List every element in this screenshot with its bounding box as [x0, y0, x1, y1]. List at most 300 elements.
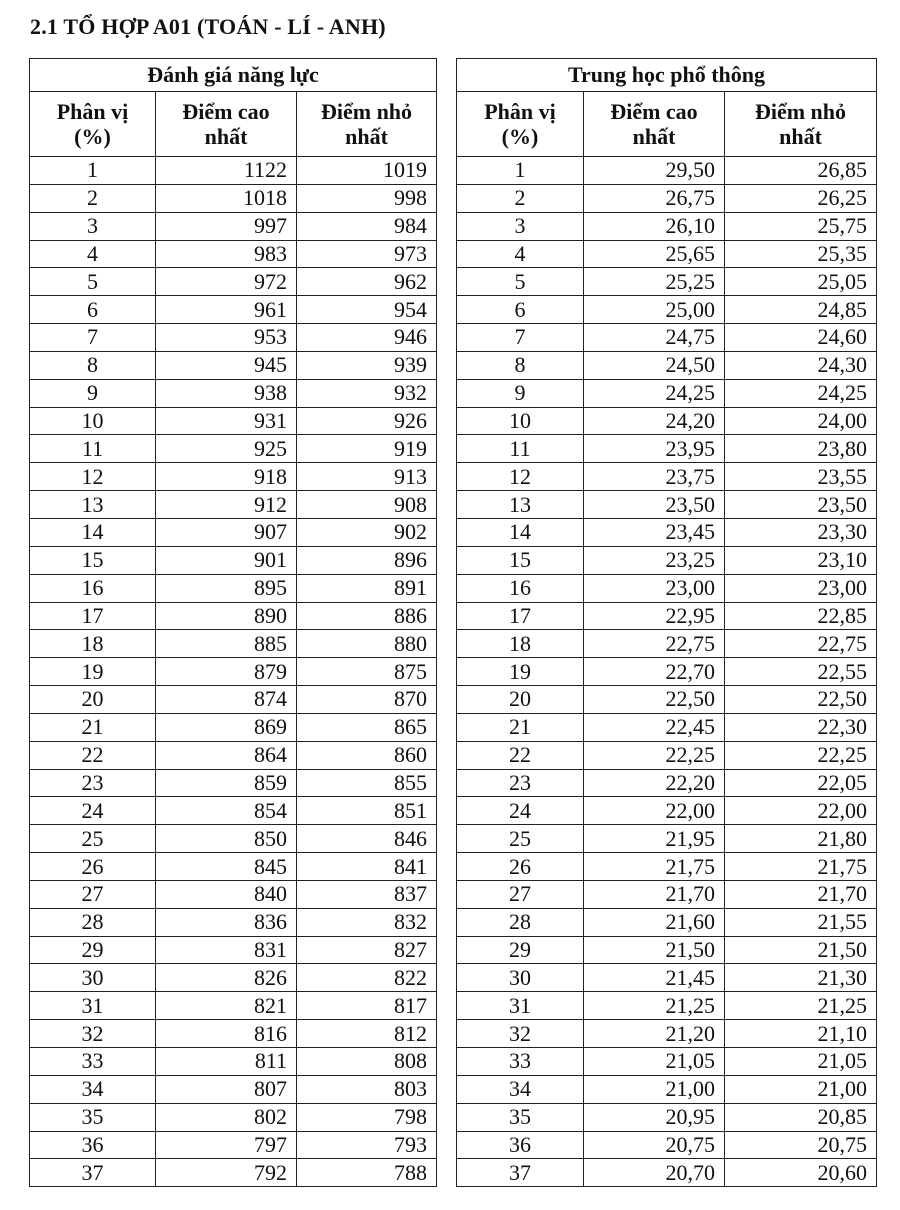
percentile-cell: 11: [30, 435, 156, 463]
min-score-cell: 973: [297, 240, 437, 268]
min-score-cell: 896: [297, 546, 437, 574]
max-score-cell: 931: [156, 407, 297, 435]
max-score-cell: 23,25: [584, 546, 725, 574]
min-score-cell: 946: [297, 324, 437, 352]
min-score-cell: 880: [297, 630, 437, 658]
table-row: [30, 435, 437, 463]
min-score-cell: 870: [297, 686, 437, 714]
max-score-cell: 807: [156, 1075, 297, 1103]
percentile-cell: 3: [30, 212, 156, 240]
percentile-cell: 21: [457, 713, 584, 741]
max-score-cell: 885: [156, 630, 297, 658]
percentile-cell: 7: [457, 324, 584, 352]
max-score-cell: 21,45: [584, 964, 725, 992]
table-row: [30, 1131, 437, 1159]
table-row: [30, 1075, 437, 1103]
min-score-cell: 20,75: [725, 1131, 877, 1159]
max-score-cell: 945: [156, 351, 297, 379]
table-row: [457, 992, 877, 1020]
table-row: [30, 797, 437, 825]
min-score-cell: 926: [297, 407, 437, 435]
percentile-cell: 2: [457, 184, 584, 212]
percentile-cell: 30: [457, 964, 584, 992]
max-score-cell: 25,65: [584, 240, 725, 268]
table-row: [457, 324, 877, 352]
percentile-cell: 16: [457, 574, 584, 602]
percentile-cell: 33: [457, 1048, 584, 1076]
percentile-cell: 32: [457, 1020, 584, 1048]
percentile-cell: 7: [30, 324, 156, 352]
percentile-cell: 15: [457, 546, 584, 574]
percentile-cell: 27: [457, 880, 584, 908]
percentile-cell: 12: [30, 463, 156, 491]
table-row: [30, 546, 437, 574]
min-score-cell: 23,80: [725, 435, 877, 463]
min-score-cell: 22,55: [725, 658, 877, 686]
min-score-cell: 23,30: [725, 518, 877, 546]
max-score-cell: 22,95: [584, 602, 725, 630]
table-row: [457, 212, 877, 240]
min-score-cell: 984: [297, 212, 437, 240]
min-score-cell: 20,85: [725, 1103, 877, 1131]
max-score-cell: 869: [156, 713, 297, 741]
percentile-cell: 36: [30, 1131, 156, 1159]
min-score-cell: 26,85: [725, 157, 877, 185]
table-row: [457, 964, 877, 992]
thpt-table-body: [457, 157, 877, 1187]
percentile-cell: 5: [457, 268, 584, 296]
percentile-cell: 10: [457, 407, 584, 435]
percentile-cell: 19: [457, 658, 584, 686]
table-row: [457, 268, 877, 296]
percentile-cell: 36: [457, 1131, 584, 1159]
min-score-cell: 23,55: [725, 463, 877, 491]
max-score-cell: 20,75: [584, 1131, 725, 1159]
table-row: [457, 518, 877, 546]
table-row: [30, 1103, 437, 1131]
percentile-cell: 25: [457, 825, 584, 853]
max-score-cell: 831: [156, 936, 297, 964]
max-score-cell: 24,75: [584, 324, 725, 352]
max-score-cell: 23,75: [584, 463, 725, 491]
max-score-cell: 997: [156, 212, 297, 240]
min-score-cell: 827: [297, 936, 437, 964]
min-score-cell: 23,50: [725, 491, 877, 519]
max-score-cell: 1122: [156, 157, 297, 185]
min-score-cell: 962: [297, 268, 437, 296]
min-score-cell: 24,85: [725, 296, 877, 324]
max-score-cell: 23,00: [584, 574, 725, 602]
percentile-cell: 6: [457, 296, 584, 324]
max-score-cell: 826: [156, 964, 297, 992]
table-row: [457, 1131, 877, 1159]
percentile-cell: 31: [457, 992, 584, 1020]
min-score-cell: 851: [297, 797, 437, 825]
max-score-cell: 912: [156, 491, 297, 519]
percentile-cell: 25: [30, 825, 156, 853]
min-score-cell: 939: [297, 351, 437, 379]
dgnl-score-table: [29, 58, 437, 1187]
max-score-cell: 797: [156, 1131, 297, 1159]
max-score-cell: 879: [156, 658, 297, 686]
table-row: [30, 518, 437, 546]
table-row: [457, 379, 877, 407]
max-score-cell: 925: [156, 435, 297, 463]
max-score-cell: 24,20: [584, 407, 725, 435]
max-score-cell: 1018: [156, 184, 297, 212]
percentile-cell: 9: [30, 379, 156, 407]
table-row: [457, 546, 877, 574]
table-row: [457, 686, 877, 714]
min-score-cell: 22,85: [725, 602, 877, 630]
percentile-cell: 17: [30, 602, 156, 630]
percentile-cell: 4: [457, 240, 584, 268]
table-row: [457, 407, 877, 435]
max-score-cell: 961: [156, 296, 297, 324]
min-score-cell: 21,30: [725, 964, 877, 992]
min-score-cell: 1019: [297, 157, 437, 185]
percentile-cell: 37: [457, 1159, 584, 1187]
table-row: [30, 491, 437, 519]
percentile-cell: 26: [30, 853, 156, 881]
table-row: [457, 491, 877, 519]
percentile-cell: 37: [30, 1159, 156, 1187]
max-score-cell: 821: [156, 992, 297, 1020]
max-score-cell: 816: [156, 1020, 297, 1048]
max-score-cell: 840: [156, 880, 297, 908]
header-line-1: Điểm cao: [182, 99, 270, 124]
percentile-cell: 21: [30, 713, 156, 741]
percentile-column-header: [457, 92, 584, 157]
table-row: [457, 825, 877, 853]
table-row: [30, 184, 437, 212]
max-score-cell: 983: [156, 240, 297, 268]
table-row: [457, 435, 877, 463]
table-row: [30, 379, 437, 407]
min-score-column-header: [297, 92, 437, 157]
min-score-cell: 875: [297, 658, 437, 686]
max-score-cell: 20,70: [584, 1159, 725, 1187]
min-score-cell: 22,00: [725, 797, 877, 825]
table-row: [457, 908, 877, 936]
header-line-2: (%): [501, 124, 539, 149]
min-score-cell: 832: [297, 908, 437, 936]
table-row: [30, 268, 437, 296]
max-score-cell: 859: [156, 769, 297, 797]
max-score-cell: 22,75: [584, 630, 725, 658]
min-score-cell: 808: [297, 1048, 437, 1076]
table-row: [457, 880, 877, 908]
percentile-cell: 15: [30, 546, 156, 574]
max-score-cell: 26,75: [584, 184, 725, 212]
table-row: [457, 1020, 877, 1048]
max-score-cell: 25,25: [584, 268, 725, 296]
max-score-cell: 854: [156, 797, 297, 825]
min-score-cell: 21,75: [725, 853, 877, 881]
table-row: [30, 212, 437, 240]
max-score-cell: 21,00: [584, 1075, 725, 1103]
max-score-cell: 21,50: [584, 936, 725, 964]
percentile-cell: 8: [457, 351, 584, 379]
max-score-cell: 22,25: [584, 741, 725, 769]
table-row: [457, 157, 877, 185]
min-score-cell: 908: [297, 491, 437, 519]
max-score-cell: 938: [156, 379, 297, 407]
table-row: [457, 1103, 877, 1131]
percentile-cell: 5: [30, 268, 156, 296]
percentile-cell: 28: [30, 908, 156, 936]
min-score-cell: 846: [297, 825, 437, 853]
max-score-cell: 895: [156, 574, 297, 602]
max-score-cell: 864: [156, 741, 297, 769]
max-score-cell: 24,50: [584, 351, 725, 379]
max-score-cell: 22,70: [584, 658, 725, 686]
percentile-cell: 28: [457, 908, 584, 936]
table-row: [457, 574, 877, 602]
table-row: [30, 936, 437, 964]
max-score-column-header: [156, 92, 297, 157]
percentile-cell: 34: [30, 1075, 156, 1103]
percentile-cell: 19: [30, 658, 156, 686]
header-line-2: nhất: [779, 124, 822, 149]
min-score-cell: 793: [297, 1131, 437, 1159]
percentile-cell: 24: [457, 797, 584, 825]
max-score-cell: 21,95: [584, 825, 725, 853]
dgnl-table-body: [30, 157, 437, 1187]
min-score-cell: 886: [297, 602, 437, 630]
percentile-cell: 29: [457, 936, 584, 964]
percentile-cell: 18: [30, 630, 156, 658]
percentile-cell: 14: [30, 518, 156, 546]
percentile-cell: 18: [457, 630, 584, 658]
min-score-cell: 25,35: [725, 240, 877, 268]
table-row: [30, 1020, 437, 1048]
header-line-2: (%): [74, 124, 111, 149]
table-row: [30, 853, 437, 881]
table-row: [457, 184, 877, 212]
table-row: [457, 658, 877, 686]
table-row: [30, 324, 437, 352]
max-score-cell: 850: [156, 825, 297, 853]
percentile-cell: 29: [30, 936, 156, 964]
max-score-cell: 836: [156, 908, 297, 936]
min-score-cell: 24,60: [725, 324, 877, 352]
min-score-cell: 24,25: [725, 379, 877, 407]
min-score-cell: 23,10: [725, 546, 877, 574]
percentile-cell: 20: [457, 686, 584, 714]
max-score-cell: 24,25: [584, 379, 725, 407]
max-score-cell: 21,20: [584, 1020, 725, 1048]
table-row: [30, 602, 437, 630]
min-score-cell: 21,70: [725, 880, 877, 908]
table-row: [30, 686, 437, 714]
percentile-cell: 30: [30, 964, 156, 992]
header-line-1: Điểm nhỏ: [320, 99, 413, 124]
header-line-2: nhất: [204, 124, 248, 149]
min-score-cell: 902: [297, 518, 437, 546]
thpt-table-title: Trung học phổ thông: [457, 59, 877, 92]
max-score-cell: 21,75: [584, 853, 725, 881]
min-score-cell: 24,00: [725, 407, 877, 435]
min-score-cell: 21,80: [725, 825, 877, 853]
max-score-cell: 21,60: [584, 908, 725, 936]
table-row: [457, 853, 877, 881]
percentile-cell: 32: [30, 1020, 156, 1048]
table-row: [30, 296, 437, 324]
min-score-cell: 21,10: [725, 1020, 877, 1048]
max-score-cell: 23,50: [584, 491, 725, 519]
percentile-cell: 26: [457, 853, 584, 881]
thpt-score-table: [456, 58, 877, 1187]
percentile-cell: 13: [30, 491, 156, 519]
max-score-cell: 23,95: [584, 435, 725, 463]
table-row: [457, 769, 877, 797]
max-score-cell: 890: [156, 602, 297, 630]
header-line-2: nhất: [632, 124, 676, 149]
max-score-cell: 23,45: [584, 518, 725, 546]
percentile-cell: 4: [30, 240, 156, 268]
percentile-cell: 27: [30, 880, 156, 908]
percentile-cell: 34: [457, 1075, 584, 1103]
header-line-1: Điểm nhỏ: [754, 99, 847, 124]
max-score-cell: 20,95: [584, 1103, 725, 1131]
max-score-column-header: [584, 92, 725, 157]
max-score-cell: 802: [156, 1103, 297, 1131]
max-score-cell: 22,20: [584, 769, 725, 797]
header-line-1: Phân vị: [56, 99, 129, 124]
table-row: [457, 240, 877, 268]
max-score-cell: 22,50: [584, 686, 725, 714]
table-row: [30, 630, 437, 658]
header-line-1: Phân vị: [484, 99, 556, 124]
min-score-cell: 23,00: [725, 574, 877, 602]
max-score-cell: 22,00: [584, 797, 725, 825]
max-score-cell: 25,00: [584, 296, 725, 324]
max-score-cell: 21,05: [584, 1048, 725, 1076]
table-row: [30, 407, 437, 435]
min-score-cell: 865: [297, 713, 437, 741]
percentile-cell: 2: [30, 184, 156, 212]
percentile-column-header: [30, 92, 156, 157]
min-score-cell: 21,00: [725, 1075, 877, 1103]
dgnl-table-title: Đánh giá năng lực: [30, 59, 437, 92]
percentile-cell: 16: [30, 574, 156, 602]
min-score-cell: 25,75: [725, 212, 877, 240]
table-row: [457, 1075, 877, 1103]
min-score-cell: 20,60: [725, 1159, 877, 1187]
table-row: [30, 825, 437, 853]
table-row: [457, 630, 877, 658]
table-row: [457, 602, 877, 630]
table-row: [30, 769, 437, 797]
table-row: [30, 880, 437, 908]
min-score-cell: 998: [297, 184, 437, 212]
table-row: [30, 157, 437, 185]
table-row: [30, 351, 437, 379]
min-score-cell: 932: [297, 379, 437, 407]
table-row: [457, 936, 877, 964]
min-score-cell: 21,50: [725, 936, 877, 964]
min-score-cell: 798: [297, 1103, 437, 1131]
min-score-cell: 22,75: [725, 630, 877, 658]
table-row: [30, 964, 437, 992]
percentile-cell: 14: [457, 518, 584, 546]
min-score-cell: 22,05: [725, 769, 877, 797]
table-row: [457, 1048, 877, 1076]
table-row: [457, 463, 877, 491]
min-score-cell: 860: [297, 741, 437, 769]
table-row: [30, 741, 437, 769]
max-score-cell: 26,10: [584, 212, 725, 240]
min-score-cell: 788: [297, 1159, 437, 1187]
min-score-cell: 22,50: [725, 686, 877, 714]
min-score-cell: 803: [297, 1075, 437, 1103]
min-score-cell: 25,05: [725, 268, 877, 296]
percentile-cell: 8: [30, 351, 156, 379]
header-line-1: Điểm cao: [610, 99, 698, 124]
min-score-cell: 26,25: [725, 184, 877, 212]
table-row: [30, 1048, 437, 1076]
min-score-column-header: [725, 92, 877, 157]
min-score-cell: 24,30: [725, 351, 877, 379]
min-score-cell: 891: [297, 574, 437, 602]
min-score-cell: 855: [297, 769, 437, 797]
min-score-cell: 21,25: [725, 992, 877, 1020]
percentile-cell: 1: [457, 157, 584, 185]
table-row: [30, 658, 437, 686]
min-score-cell: 841: [297, 853, 437, 881]
percentile-cell: 22: [457, 741, 584, 769]
max-score-cell: 953: [156, 324, 297, 352]
max-score-cell: 811: [156, 1048, 297, 1076]
percentile-cell: 22: [30, 741, 156, 769]
min-score-cell: 817: [297, 992, 437, 1020]
percentile-cell: 31: [30, 992, 156, 1020]
table-row: [457, 797, 877, 825]
percentile-cell: 10: [30, 407, 156, 435]
max-score-cell: 901: [156, 546, 297, 574]
min-score-cell: 913: [297, 463, 437, 491]
table-row: [30, 713, 437, 741]
min-score-cell: 954: [297, 296, 437, 324]
percentile-cell: 13: [457, 491, 584, 519]
min-score-cell: 812: [297, 1020, 437, 1048]
percentile-cell: 33: [30, 1048, 156, 1076]
header-line-2: nhất: [345, 124, 388, 149]
percentile-cell: 6: [30, 296, 156, 324]
min-score-cell: 22,30: [725, 713, 877, 741]
table-row: [30, 240, 437, 268]
table-row: [457, 351, 877, 379]
max-score-cell: 29,50: [584, 157, 725, 185]
max-score-cell: 21,25: [584, 992, 725, 1020]
table-row: [457, 1159, 877, 1187]
percentile-cell: 35: [30, 1103, 156, 1131]
percentile-cell: 23: [457, 769, 584, 797]
max-score-cell: 972: [156, 268, 297, 296]
max-score-cell: 918: [156, 463, 297, 491]
table-row: [30, 992, 437, 1020]
table-row: [30, 908, 437, 936]
table-row: [457, 296, 877, 324]
percentile-cell: 1: [30, 157, 156, 185]
max-score-cell: 907: [156, 518, 297, 546]
percentile-cell: 11: [457, 435, 584, 463]
min-score-cell: 21,05: [725, 1048, 877, 1076]
max-score-cell: 22,45: [584, 713, 725, 741]
percentile-cell: 35: [457, 1103, 584, 1131]
min-score-cell: 837: [297, 880, 437, 908]
